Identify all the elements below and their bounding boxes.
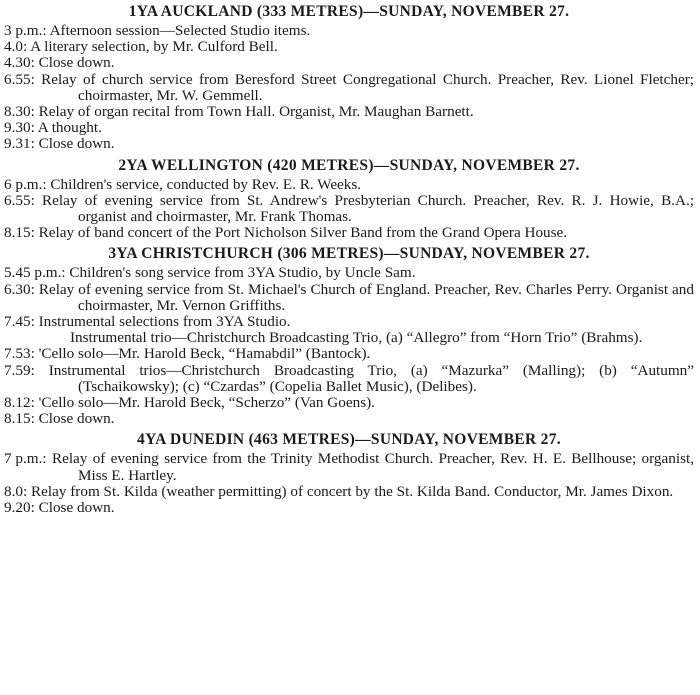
entry-description: Instrumental trios—Christchurch Broadcasting Trio, (a) “Mazurka” (Malling); (b) “Autumn” (Tschaikowsky); (c) “Czardas” (Copelia Ballet Music), (Delibes). bbox=[48, 361, 694, 395]
entry-time: 7.45: bbox=[4, 313, 35, 331]
entry-time: 9.31: bbox=[4, 135, 35, 153]
programme-entry bbox=[4, 314, 694, 330]
programme-entry bbox=[4, 72, 694, 104]
entry-time: 7 p.m.: bbox=[4, 450, 47, 468]
programme-list bbox=[4, 177, 694, 242]
entry-time: 5.45 p.m.: bbox=[4, 264, 66, 282]
programme-entry bbox=[4, 265, 694, 281]
programme-entry bbox=[4, 120, 694, 136]
programme-entry bbox=[4, 330, 694, 346]
entry-time: 8.30: bbox=[4, 103, 35, 121]
programme-entry bbox=[4, 177, 694, 193]
entry-description: Relay of evening service from the Trinity Methodist Church. Preacher, Rev. H. E. Bellhouse; organist, Miss E. Hartley. bbox=[51, 450, 695, 484]
programme-entry bbox=[4, 193, 694, 225]
station-section bbox=[4, 430, 694, 516]
entry-description: Relay of evening service from St. Michael's Church of England. Preacher, Rev. Charles Perry. Organist and choirmaster, Mr. Vernon Griffiths. bbox=[38, 280, 694, 314]
entry-description: Relay of band concert of the Port Nicholson Silver Band from the Grand Opera House. bbox=[38, 224, 568, 242]
entry-description: Instrumental trio—Christchurch Broadcasting Trio, (a) “Allegro” from “Horn Trio” (Brahms). bbox=[70, 329, 643, 347]
programme-entry bbox=[4, 451, 694, 483]
programme-list bbox=[4, 23, 694, 153]
entry-time: 7.59: bbox=[4, 361, 35, 379]
station-heading: 2YA WELLINGTON (420 METRES)—SUNDAY, NOVEMBER 27. bbox=[118, 156, 580, 174]
programme-entry bbox=[4, 500, 694, 516]
programme-entry bbox=[4, 363, 694, 395]
entry-time: 3 p.m.: bbox=[4, 22, 47, 39]
entry-description: Close down. bbox=[38, 54, 115, 72]
programme-entry bbox=[4, 282, 694, 314]
entry-description: A literary selection, by Mr. Culford Bell. bbox=[30, 38, 278, 56]
station-section bbox=[4, 2, 694, 153]
programme-entry bbox=[4, 395, 694, 411]
entry-time: 9.20: bbox=[4, 499, 35, 517]
station-heading: 3YA CHRISTCHURCH (306 METRES)—SUNDAY, NOVEMBER 27. bbox=[108, 245, 590, 263]
entry-description: 'Cello solo—Mr. Harold Beck, “Hamabdil” (Bantock). bbox=[38, 345, 371, 363]
entry-description: Afternoon session—Selected Studio items. bbox=[49, 22, 311, 39]
programme-entry bbox=[4, 484, 694, 500]
entry-description: Relay of evening service from St. Andrew's Presbyterian Church. Preacher, Rev. R. J. Howie, B.A.; organist and choirmaster, Mr. Frank Thomas. bbox=[42, 191, 694, 226]
entry-time: 4.30: bbox=[4, 54, 35, 72]
entry-description: Relay of church service from Beresford Street Congregational Church. Preacher, Rev. Lionel Fletcher; choirmaster, Mr. W. Gemmell. bbox=[41, 70, 695, 104]
programme-entry bbox=[4, 104, 694, 120]
programme-entry bbox=[4, 225, 694, 241]
entry-description: Instrumental selections from 3YA Studio. bbox=[38, 313, 291, 331]
station-heading: 1YA AUCKLAND (333 METRES)—SUNDAY, NOVEMBER 27. bbox=[128, 3, 570, 20]
programme-entry bbox=[4, 411, 694, 427]
programme-entry bbox=[4, 346, 694, 362]
programme-entry bbox=[4, 55, 694, 71]
station-section bbox=[4, 244, 694, 427]
entry-time: 9.30: bbox=[4, 119, 35, 137]
entry-description: A thought. bbox=[37, 119, 102, 137]
programme-list bbox=[4, 451, 694, 516]
entry-time: 6 p.m.: bbox=[4, 175, 47, 193]
entry-time: 7.53: bbox=[4, 345, 35, 363]
entry-time: 6.55: bbox=[4, 70, 35, 88]
station-heading: 4YA DUNEDIN (463 METRES)—SUNDAY, NOVEMBER 27. bbox=[137, 431, 561, 449]
entry-description: Close down. bbox=[38, 410, 115, 428]
entry-description: Close down. bbox=[38, 135, 115, 153]
entry-time: 6.55: bbox=[4, 191, 35, 209]
entry-description: Children's service, conducted by Rev. E. R. Weeks. bbox=[50, 175, 362, 193]
entry-time: 8.15: bbox=[4, 410, 35, 428]
entry-time: 6.30: bbox=[4, 280, 35, 298]
entry-description: Children's song service from 3YA Studio, by Uncle Sam. bbox=[69, 264, 416, 282]
entry-description: 'Cello solo—Mr. Harold Beck, “Scherzo” (Van Goens). bbox=[38, 394, 375, 412]
station-section bbox=[4, 156, 694, 242]
programme-entry bbox=[4, 39, 694, 55]
programme-entry bbox=[4, 23, 694, 39]
entry-time: 4.0: bbox=[4, 38, 28, 56]
entry-description: Relay from St. Kilda (weather permitting) of concert by the St. Kilda Band. Conductor, Mr. James Dixon. bbox=[31, 482, 674, 500]
entry-time: 8.15: bbox=[4, 224, 35, 242]
entry-description: Close down. bbox=[38, 499, 115, 517]
programme-entry bbox=[4, 136, 694, 152]
entry-time: 8.0: bbox=[4, 482, 28, 500]
programme-list bbox=[4, 265, 694, 427]
entry-description: Relay of organ recital from Town Hall. Organist, Mr. Maughan Barnett. bbox=[38, 103, 474, 121]
entry-time: 8.12: bbox=[4, 394, 35, 412]
